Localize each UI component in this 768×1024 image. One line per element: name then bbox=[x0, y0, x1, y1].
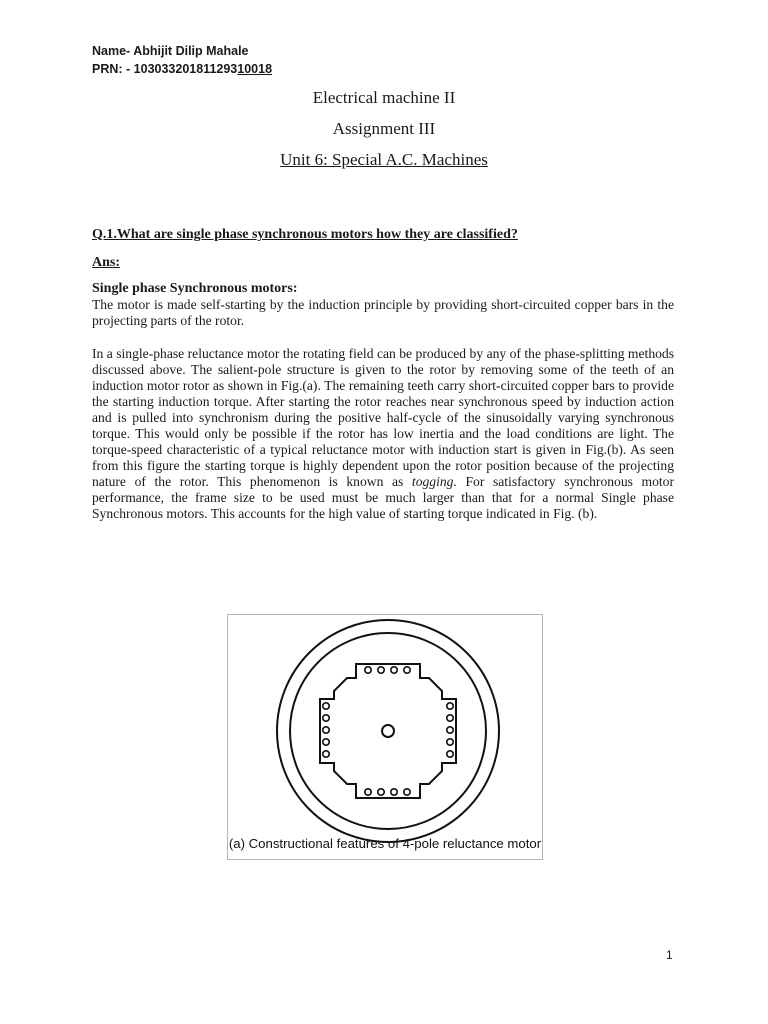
prn-underlined-suffix: 10018 bbox=[237, 62, 273, 76]
page-number: 1 bbox=[666, 948, 673, 962]
unit-title bbox=[0, 150, 768, 170]
figure-reluctance-motor bbox=[227, 614, 543, 860]
assignment-title: Assignment III bbox=[332, 119, 436, 138]
author-name: Name- Abhijit Dilip Mahale bbox=[92, 44, 249, 58]
course-title: Electrical machine II bbox=[312, 88, 456, 107]
figure-caption: (a) Constructional features of 4-pole reluctance motor bbox=[228, 836, 542, 851]
question-heading: Q.1.What are single phase synchronous motors how they are classified? bbox=[92, 227, 518, 242]
paragraph-1: The motor is made self-starting by the induction principle by providing short-circuited copper bars in the projecting parts of the rotor. bbox=[92, 297, 674, 328]
paragraph-2-part-2: For satisfactory synchronous motor performance, the frame size to be used must be much larger than that for a normal Single phase Synchronous motors. This accounts for the high value of starting torque indicated in Fig. (b). bbox=[92, 474, 674, 521]
answer-label: Ans: bbox=[92, 255, 121, 270]
paragraph-2-part-1: In a single-phase reluctance motor the rotating field can be produced by any of the phase-splitting methods discussed above. The salient-pole structure is given to the rotor by removing some of the teeth of an induction motor rotor as shown in Fig.(a). The remaining teeth carry short-circuited copper bars to provide the starting induction torque. After starting the rotor reaches near synchronous speed by induction action and is pulled into synchronism during the positive half-cycle of the sinusoidally varying synchronous torque. This would only be possible if the rotor has low inertia and the load conditions are light. The torque-speed characteristic of a typical reluctance motor with induction start is given in Fig.(b). As seen from this figure the starting torque is highly dependent upon the rotor position because of the projecting nature of the rotor. This phenomenon is known as bbox=[92, 346, 674, 489]
paragraph-2-italic-term: togging. bbox=[411, 474, 457, 489]
prn-line bbox=[92, 62, 272, 76]
unit-title-text: Unit 6: Special A.C. Machines bbox=[280, 150, 488, 169]
answer-subheading: Single phase Synchronous motors: bbox=[92, 281, 298, 296]
reluctance-motor-diagram-icon bbox=[228, 615, 542, 859]
paragraph-2 bbox=[92, 346, 674, 522]
prn-prefix: PRN: - 103033201811293 bbox=[92, 62, 238, 76]
